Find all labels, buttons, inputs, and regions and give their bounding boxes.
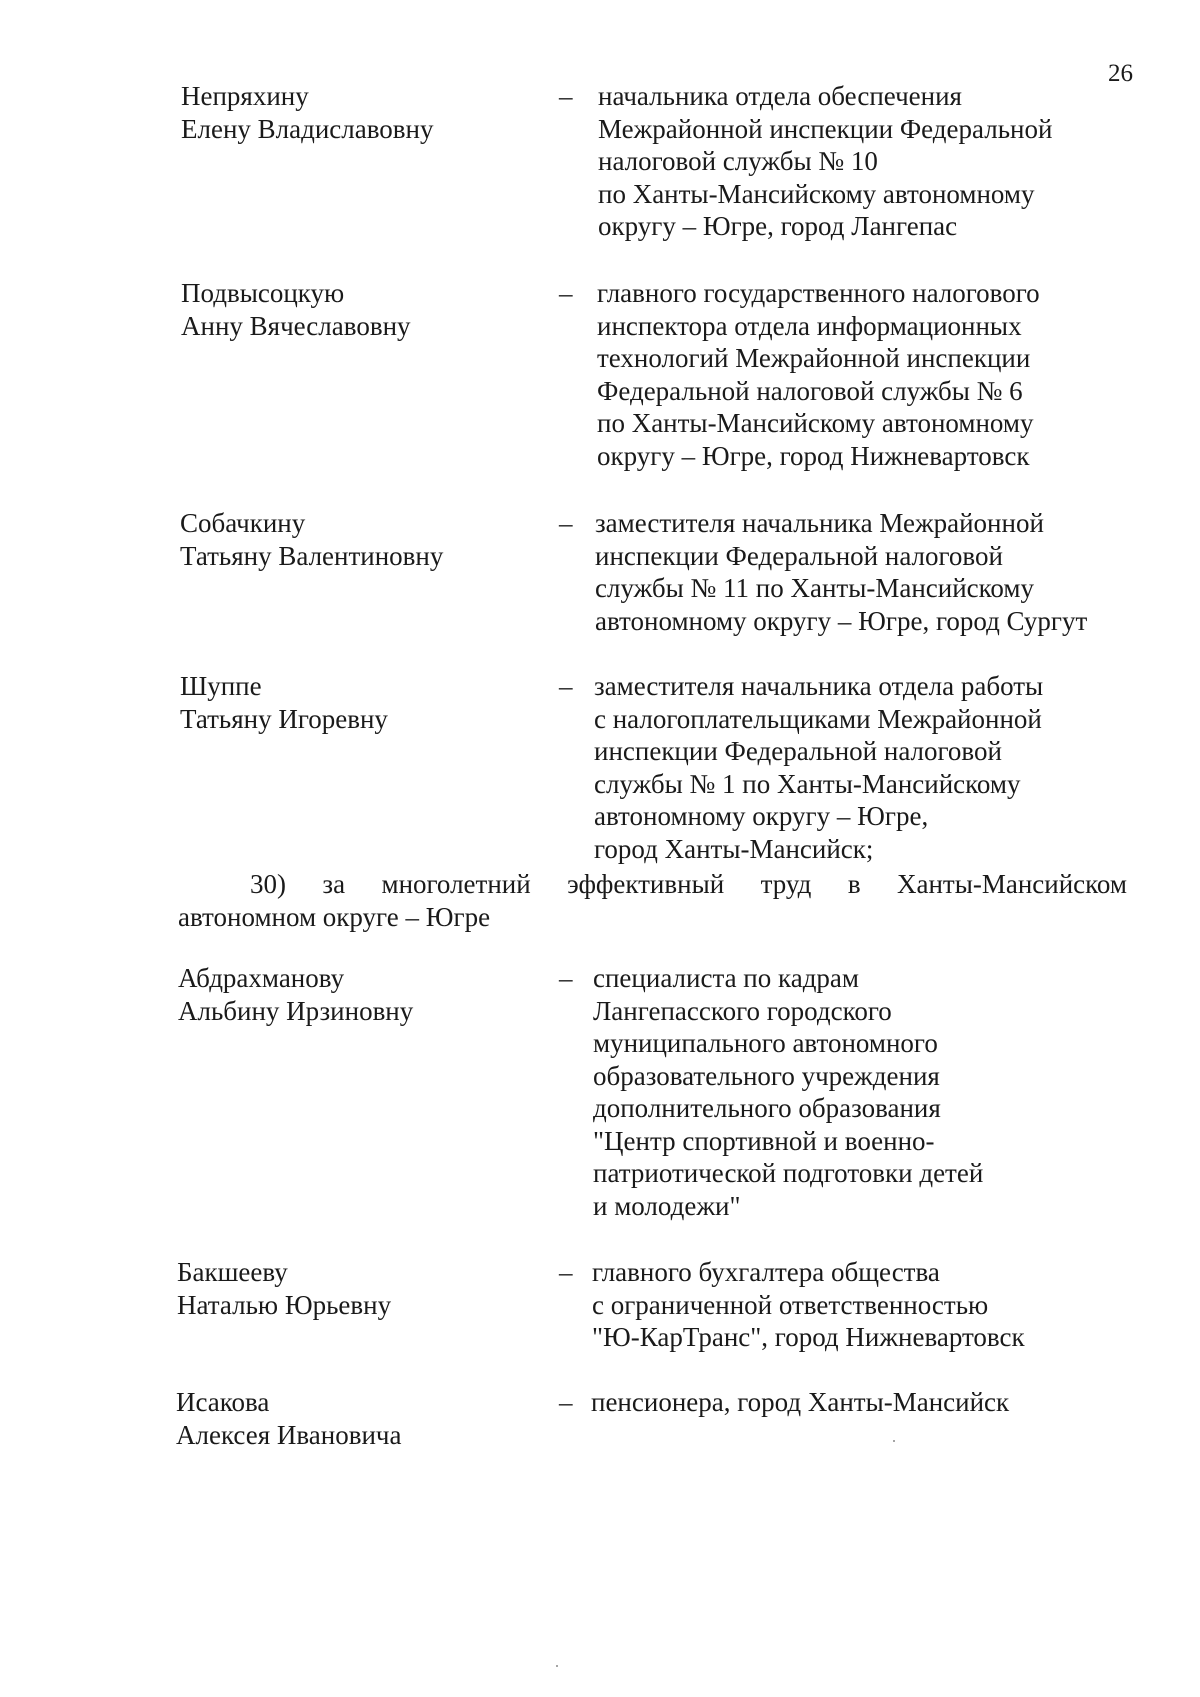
position-line: с ограниченной ответственностью	[592, 1289, 989, 1320]
position-line: город Ханты-Мансийск;	[594, 833, 874, 864]
separator-dash: –	[559, 278, 573, 308]
name-line: Татьяну Игоревну	[180, 703, 388, 734]
name-line: Непряхину	[181, 81, 309, 111]
recipient-name	[178, 962, 558, 1027]
name-line: Подвысоцкую	[181, 278, 345, 308]
recipient-position	[598, 80, 1158, 243]
name-line: Татьяну Валентиновну	[180, 540, 444, 571]
separator-dash: –	[559, 1257, 573, 1287]
clause-word: Ханты-Мансийском	[896, 869, 1127, 899]
position-line: инспектора отдела информационных	[597, 310, 1022, 341]
position-line: муниципального автономного	[593, 1028, 938, 1058]
clause-word: труд	[760, 869, 812, 899]
position-line: образовательного учреждения	[593, 1060, 940, 1091]
position-line: налоговой службы № 10	[598, 146, 878, 176]
clause-word: многолетний	[381, 869, 531, 899]
position-line: службы № 11 по Ханты-Мансийскому	[595, 573, 1034, 603]
recipient-name	[176, 1386, 556, 1451]
name-line: Шуппе	[180, 671, 262, 701]
separator-dash: –	[559, 508, 573, 538]
position-line: по Ханты-Мансийскому автономному	[597, 408, 1034, 438]
recipient-position	[591, 1386, 1151, 1419]
name-line: Исакова	[176, 1387, 270, 1417]
position-line: главного бухгалтера общества	[592, 1257, 940, 1287]
name-line: Альбину Ирзиновну	[178, 995, 414, 1026]
clause-word: эффективный	[567, 869, 725, 899]
name-line: Бакшееву	[177, 1257, 288, 1287]
position-line: Федеральной налоговой службы № 6	[597, 375, 1023, 406]
recipient-name	[181, 277, 561, 342]
name-line: Собачкину	[180, 508, 306, 538]
position-line: округу – Югре, город Нижневартовск	[597, 440, 1030, 471]
position-line: главного государственного налогового	[597, 278, 1040, 308]
recipient-name	[180, 507, 560, 572]
position-line: патриотической подготовки детей	[593, 1158, 984, 1188]
separator-dash: –	[559, 671, 573, 701]
recipient-position	[597, 277, 1157, 472]
clause-line	[178, 868, 1127, 901]
scan-speck	[893, 1440, 895, 1442]
name-line: Алексея Ивановича	[176, 1419, 402, 1450]
position-line: Межрайонной инспекции Федеральной	[598, 113, 1053, 144]
position-line: службы № 1 по Ханты-Мансийскому	[594, 768, 1021, 799]
position-line: округу – Югре, город Лангепас	[598, 211, 958, 241]
position-line: автономному округу – Югре,	[594, 801, 929, 831]
clause-word: за	[322, 869, 346, 899]
clause-word: в	[847, 869, 861, 899]
recipient-position	[594, 670, 1154, 865]
position-line: с налогоплательщиками Межрайонной	[594, 703, 1042, 734]
separator-dash: –	[559, 1387, 573, 1417]
recipient-position	[593, 962, 1153, 1222]
position-line: инспекции Федеральной налоговой	[595, 540, 1003, 571]
position-line: "Центр спортивной и военно-	[593, 1125, 935, 1156]
recipient-name	[177, 1256, 557, 1321]
recipient-name	[180, 670, 560, 735]
recipient-name	[181, 80, 561, 145]
name-line: Наталью Юрьевну	[177, 1289, 392, 1320]
clause-word: 30)	[250, 869, 286, 899]
position-line: дополнительного образования	[593, 1093, 941, 1123]
position-line: технологий Межрайонной инспекции	[597, 343, 1031, 373]
position-line: заместителя начальника Межрайонной	[595, 508, 1044, 538]
recipient-position	[595, 507, 1155, 637]
name-line: Анну Вячеславовну	[181, 310, 411, 341]
scan-speck	[556, 1665, 558, 1667]
separator-dash: –	[559, 81, 573, 111]
name-line: Елену Владиславовну	[181, 113, 434, 144]
position-line: "Ю-КарТранс", город Нижневартовск	[592, 1322, 1025, 1352]
recipient-position	[592, 1256, 1152, 1354]
position-line: автономному округу – Югре, город Сургут	[595, 605, 1088, 636]
position-line: специалиста по кадрам	[593, 963, 860, 993]
position-line: заместителя начальника отдела работы	[594, 671, 1044, 701]
page-number: 26	[1108, 60, 1133, 87]
position-line: начальника отдела обеспечения	[598, 81, 962, 111]
separator-dash: –	[559, 963, 573, 993]
position-line: по Ханты-Мансийскому автономному	[598, 178, 1035, 209]
position-line: Лангепасского городского	[593, 995, 892, 1026]
clause-continuation: автономном округе – Югре	[178, 902, 491, 932]
position-line: инспекции Федеральной налоговой	[594, 736, 1002, 766]
name-line: Абдрахманову	[178, 963, 345, 993]
position-line: и молодежи"	[593, 1190, 741, 1221]
position-line: пенсионера, город Ханты-Мансийск	[591, 1387, 1010, 1417]
